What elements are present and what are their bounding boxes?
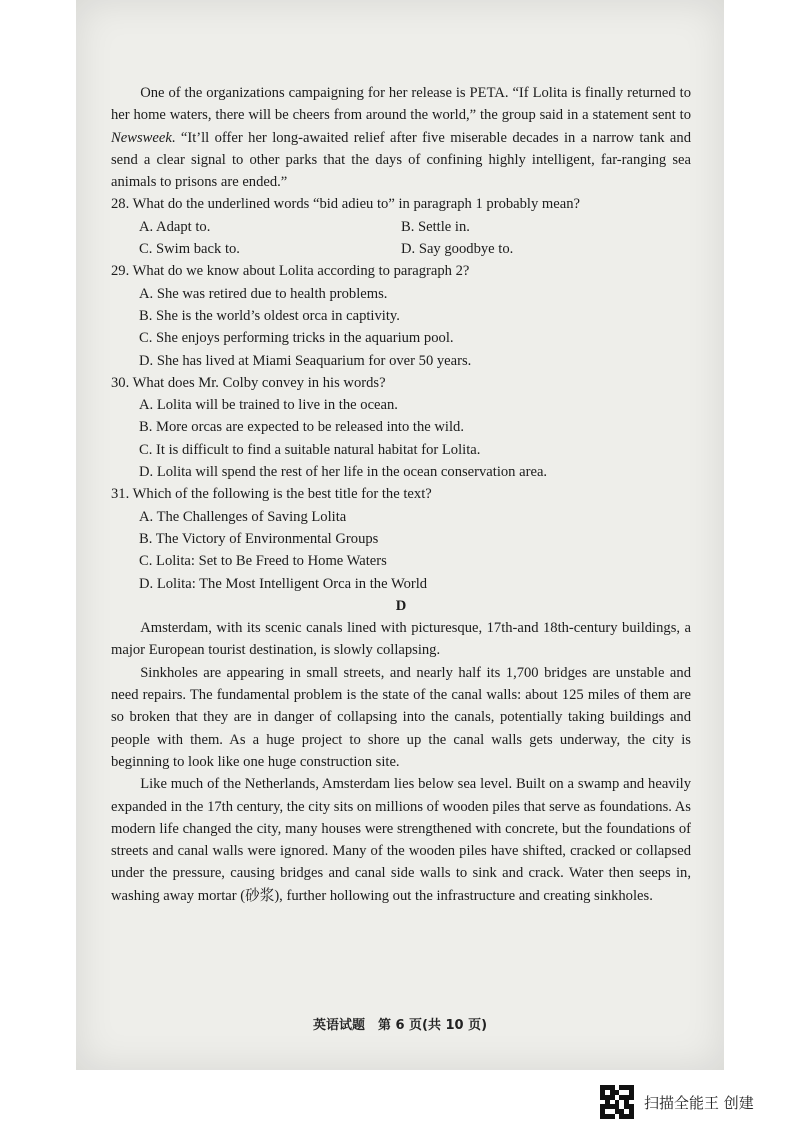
passage-paragraph: Sinkholes are appearing in small streets, and nearly half its 1,700 bridges are unstable and need repairs. The fundamental problem is the state of the canal walls: about 125 miles of them are so broken that they are in danger of collapsing into the canals, potentially taking buildings and people with them. As a huge project to shore up the canal walls gets underway, the city is beginning to look like one huge construction site. [111, 664, 691, 770]
paragraph-text: One of the organizations campaigning for her release is PETA. “If Lolita is finally returned to her home waters, there will be cheers from around the world,” the group said in a statement sent to [111, 85, 691, 124]
question-28-options-row-1 [139, 216, 691, 238]
question-28-options-row-2 [139, 238, 691, 260]
option-d: D. Lolita: The Most Intelligent Orca in the World [139, 575, 428, 592]
question-31-stem: 31. Which of the following is the best title for the text? [111, 486, 432, 503]
question-30-stem: 30. What does Mr. Colby convey in his words? [111, 374, 386, 391]
option-a: A. She was retired due to health problems. [139, 285, 388, 302]
option-b: B. She is the world’s oldest orca in captivity. [139, 307, 400, 324]
option-b: B. More orcas are expected to be released into the wild. [139, 419, 464, 436]
option-b: B. Settle in. [401, 218, 470, 235]
page-footer: 英语试题 第 6 页(共 10 页) [312, 1018, 488, 1033]
option-a: A. The Challenges of Saving Lolita [139, 508, 347, 525]
option-d: D. She has lived at Miami Seaquarium for over 50 years. [139, 352, 472, 369]
paragraph-text: . “It’ll offer her long-awaited relief after five miserable decades in a narrow tank and send a clear signal to other parks that the days of confining highly intelligent, far-ranging sea animals to prisons are ended.” [111, 129, 691, 191]
magazine-name: Newsweek [111, 129, 172, 146]
option-a: A. Adapt to. [139, 218, 211, 235]
question-29-stem: 29. What do we know about Lolita according to paragraph 2? [111, 263, 470, 280]
passage-paragraph: Amsterdam, with its scenic canals lined with picturesque, 17th-and 18th-century buildings, a major European tourist destination, is slowly collapsing. [111, 620, 691, 659]
watermark-text: 扫描全能王 创建 [644, 1093, 754, 1112]
section-heading-d: D [395, 597, 407, 614]
option-c: C. Swim back to. [139, 241, 240, 258]
qr-code-icon [600, 1085, 634, 1119]
option-c: C. It is difficult to find a suitable natural habitat for Lolita. [139, 441, 481, 458]
passage-paragraph: Like much of the Netherlands, Amsterdam lies below sea level. Built on a swamp and heavily expanded in the 17th century, the city sits on millions of wooden piles that serve as foundations. As modern life changed the city, many houses were strengthened with concrete, but the foundations of streets and canal walls were ignored. Many of the wooden piles have shifted, cracked or collapsed under the pressure, causing bridges and canal side walls to sink and crack. Water then seeps in, washing away mortar (砂浆), further hollowing out the infrastructure and creating sinkholes. [111, 776, 691, 904]
option-b: B. The Victory of Environmental Groups [139, 530, 379, 547]
option-d: D. Say goodbye to. [401, 241, 514, 258]
page-content [111, 82, 691, 907]
option-c: C. Lolita: Set to Be Freed to Home Waters [139, 553, 387, 570]
option-c: C. She enjoys performing tricks in the aquarium pool. [139, 330, 454, 347]
scanner-watermark [600, 1085, 754, 1119]
option-a: A. Lolita will be trained to live in the ocean. [139, 397, 398, 414]
passage-paragraph [111, 82, 691, 193]
question-28-stem: 28. What do the underlined words “bid adieu to” in paragraph 1 probably mean? [111, 196, 581, 213]
option-d: D. Lolita will spend the rest of her life in the ocean conservation area. [139, 464, 548, 481]
